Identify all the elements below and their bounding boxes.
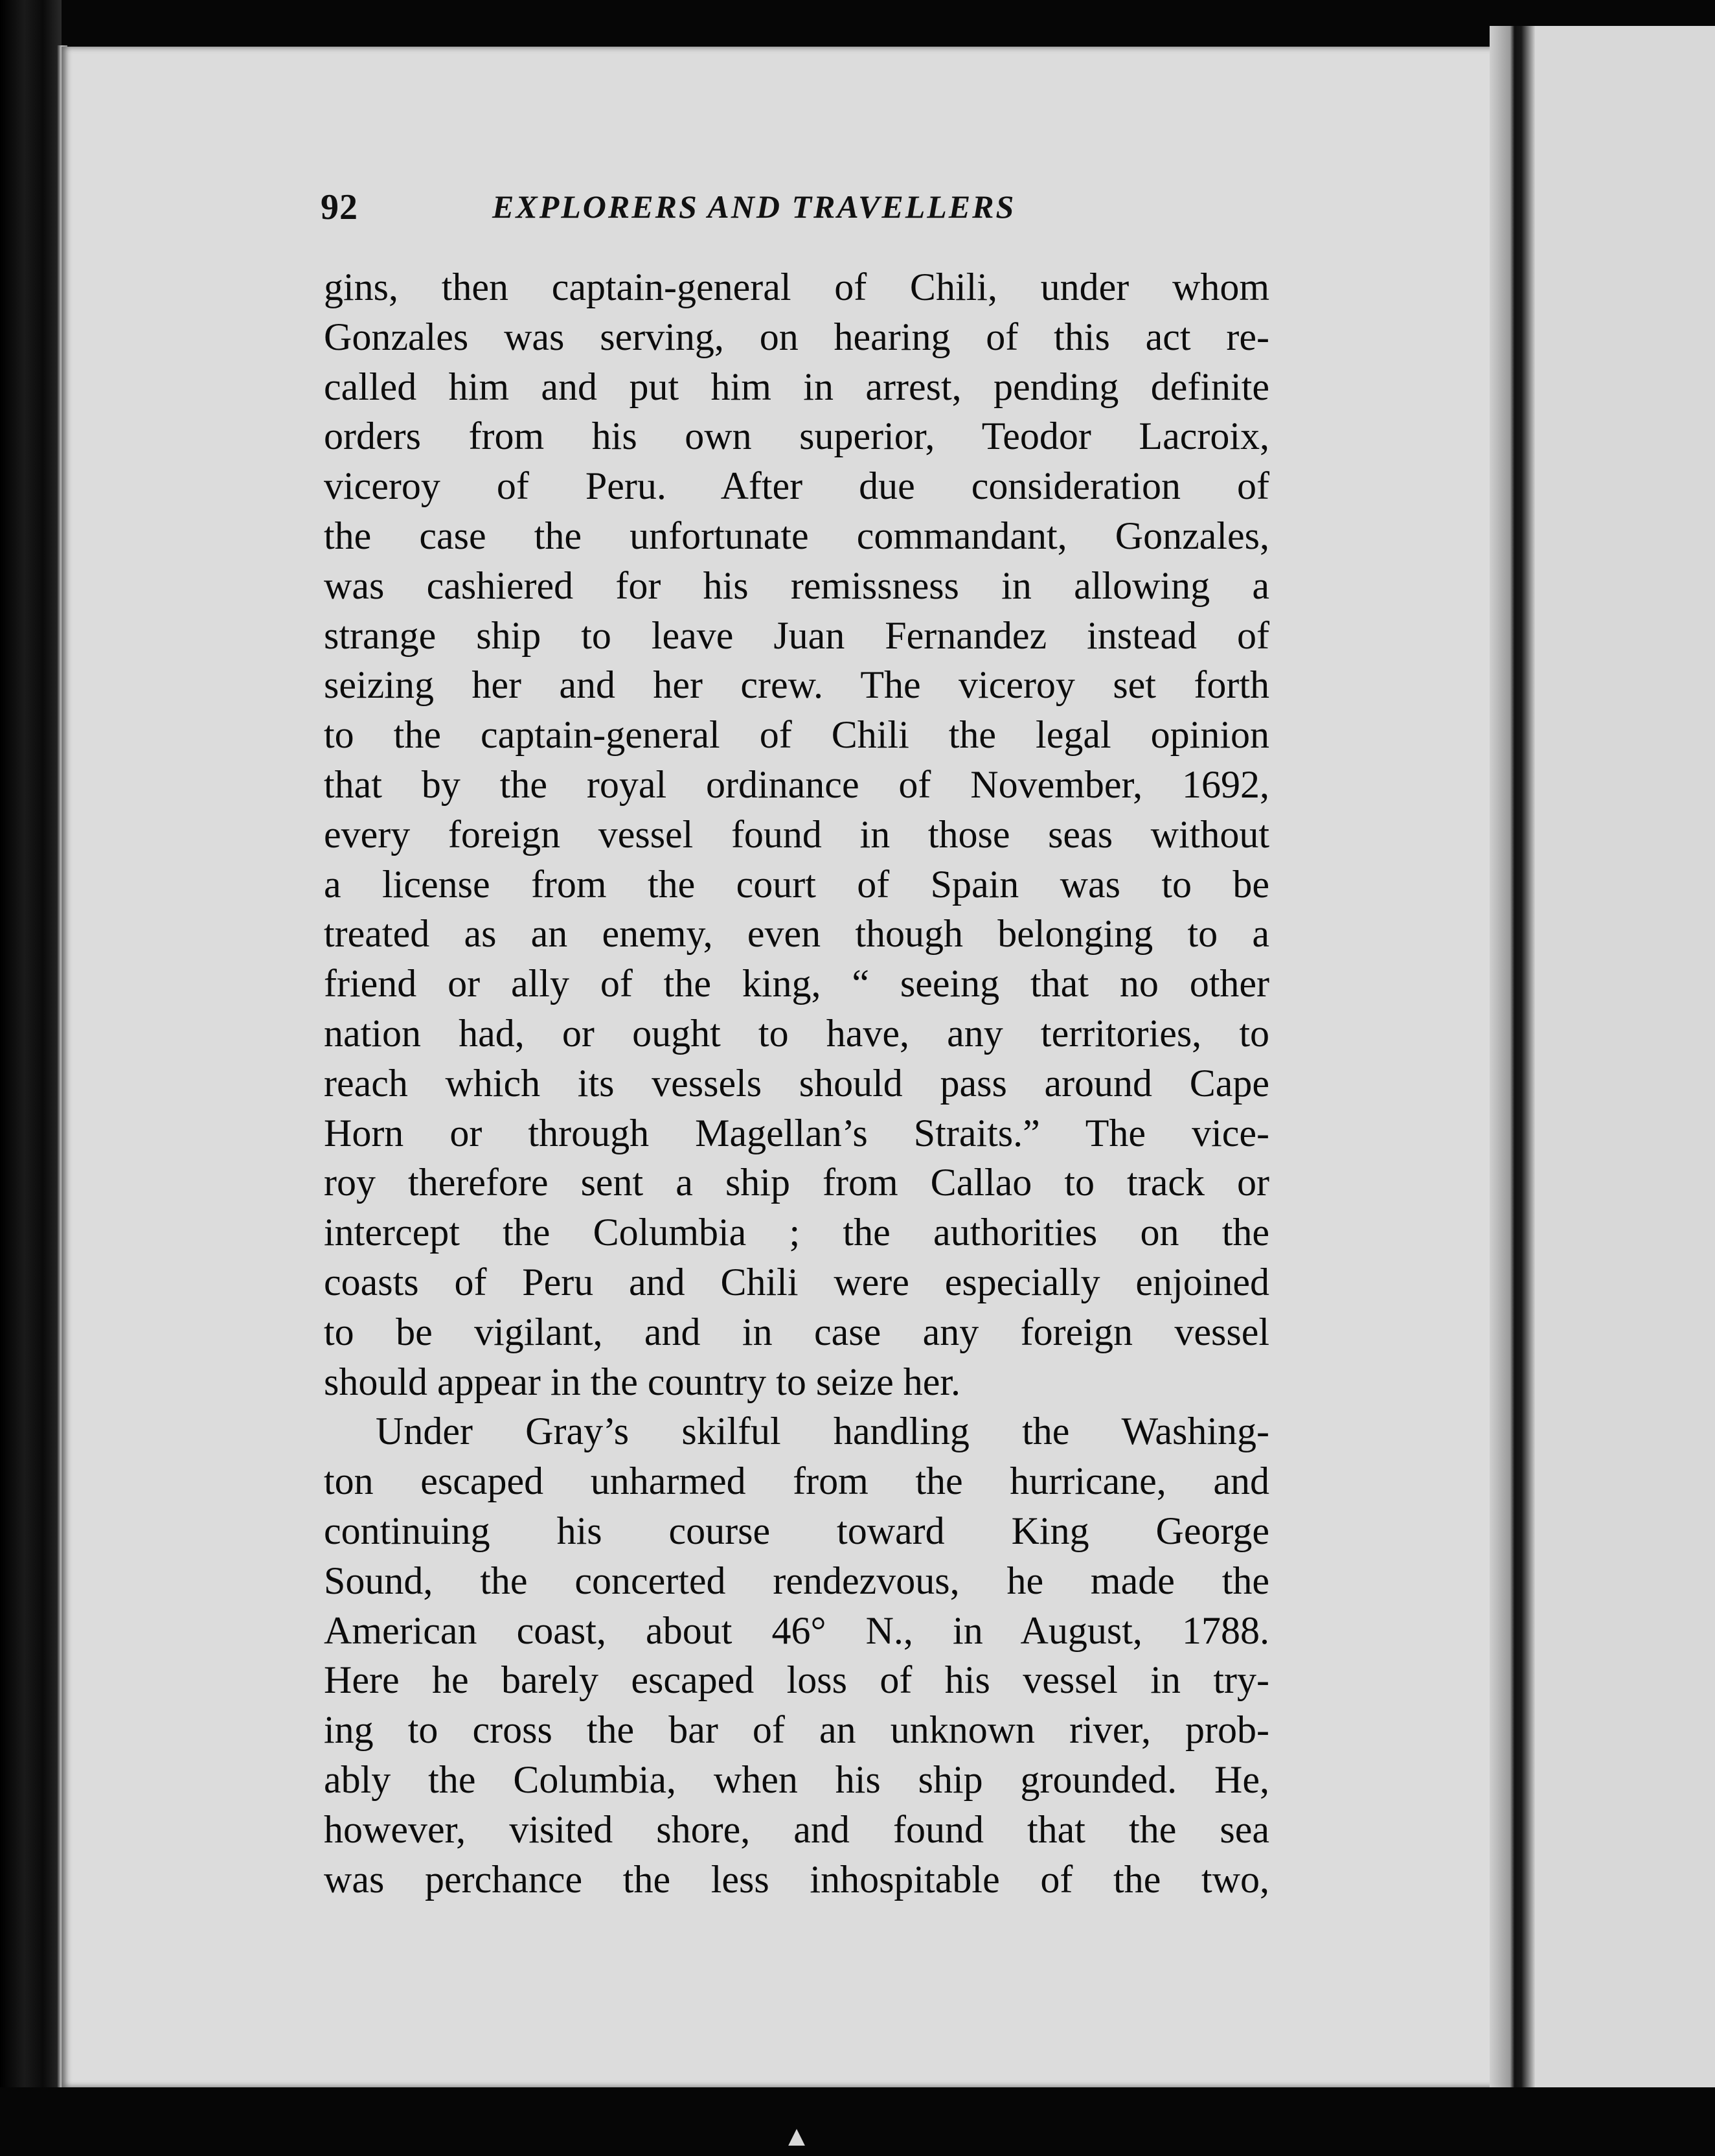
book-gutter xyxy=(1490,26,1535,2099)
text-line: reach which its vessels should pass around Cape xyxy=(324,1061,1269,1105)
text-line: called him and put him in arrest, pending definite xyxy=(324,365,1269,408)
running-header xyxy=(321,187,1098,232)
text-line: continuing his course toward King George xyxy=(324,1509,1269,1552)
body-text xyxy=(324,262,1269,1904)
text-line: ing to cross the bar of an unknown river, prob- xyxy=(324,1708,1269,1752)
text-line: ton escaped unharmed from the hurricane, and xyxy=(324,1460,1269,1503)
paragraph-2 xyxy=(324,1406,1269,1904)
text-line: coasts of Peru and Chili were especially enjoined xyxy=(324,1260,1269,1303)
text-line: nation had, or ought to have, any territories, to xyxy=(324,1011,1269,1055)
text-line: ably the Columbia, when his ship grounded. He, xyxy=(324,1758,1269,1801)
scan-artifact-mark: ▲ xyxy=(782,2120,811,2152)
text-line: American coast, about 46° N., in August, 1788. xyxy=(324,1609,1269,1652)
text-line: intercept the Columbia ; the authorities on the xyxy=(324,1211,1269,1254)
text-line: friend or ally of the king, “ seeing that no other xyxy=(324,962,1269,1005)
running-title: EXPLORERS AND TRAVELLERS xyxy=(492,189,1016,225)
facing-page-edge xyxy=(1535,26,1715,2118)
text-line: Sound, the concerted rendezvous, he made the xyxy=(324,1559,1269,1602)
page-number: 92 xyxy=(321,187,358,227)
text-line: should appear in the country to seize her. xyxy=(324,1360,961,1403)
text-line: the case the unfortunate commandant, Gonzales, xyxy=(324,514,1269,557)
text-line: Horn or through Magellan’s Straits.” The vice- xyxy=(324,1111,1269,1154)
text-line: to the captain-general of Chili the legal opinion xyxy=(324,713,1269,757)
text-line: was perchance the less inhospitable of the two, xyxy=(324,1857,1269,1901)
text-line: was cashiered for his remissness in allowing a xyxy=(324,564,1269,607)
paragraph-1 xyxy=(324,262,1269,1406)
text-line: to be vigilant, and in case any foreign vessel xyxy=(324,1310,1269,1353)
book-spine-edge xyxy=(0,0,62,2156)
text-line: gins, then captain-general of Chili, under whom xyxy=(324,266,1269,308)
text-line: every foreign vessel found in those seas without xyxy=(324,812,1269,856)
text-line: a license from the court of Spain was to be xyxy=(324,862,1269,906)
text-line: treated as an enemy, even though belonging to a xyxy=(324,912,1269,956)
text-line: Here he barely escaped loss of his vessel in try- xyxy=(324,1658,1269,1702)
scan-bottom-border xyxy=(0,2087,1715,2156)
text-line: however, visited shore, and found that the sea xyxy=(324,1807,1269,1851)
text-line: Gonzales was serving, on hearing of this act re- xyxy=(324,315,1269,358)
scan-top-border xyxy=(0,0,1715,45)
text-line: orders from his own superior, Teodor Lacroix, xyxy=(324,415,1269,458)
text-line: roy therefore sent a ship from Callao to track or xyxy=(324,1161,1269,1204)
text-line: strange ship to leave Juan Fernandez instead of xyxy=(324,614,1269,657)
text-line: Under Gray’s skilful handling the Washing- xyxy=(376,1410,1269,1453)
text-line: viceroy of Peru. After due consideration of xyxy=(324,464,1269,508)
text-line: that by the royal ordinance of November, 1692, xyxy=(324,763,1269,806)
text-line: seizing her and her crew. The viceroy set forth xyxy=(324,663,1269,707)
